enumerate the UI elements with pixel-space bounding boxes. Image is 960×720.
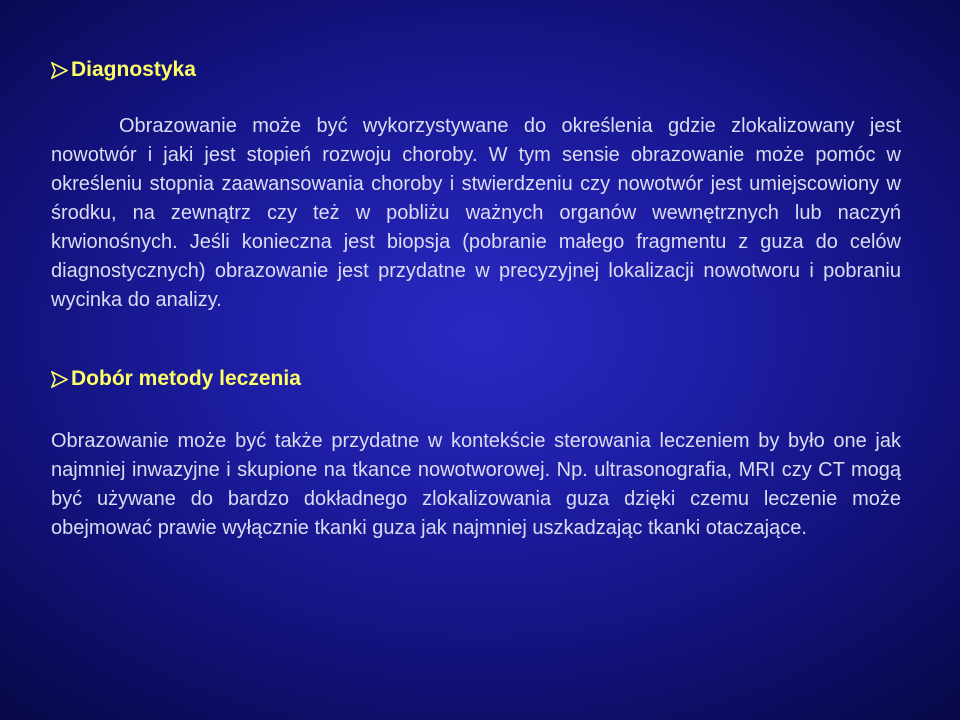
section-heading-label: Dobór metody leczenia xyxy=(71,367,301,390)
dobor-metody-paragraph: Obrazowanie może być także przydatne w kontekście sterowania leczeniem by było one jak najmniej inwazyjne i skupione na tkance nowotworowej. Np. ultrasonografia, MRI czy CT mogą być używane do bardzo dokładnego zlokalizowania guza dzięki czemu leczenie może obejmować prawie wyłącznie tkanki guza jak najmniej uszkadzając tkanki otaczające. xyxy=(51,430,901,539)
slide xyxy=(51,52,901,543)
section-heading-dobor-metody xyxy=(51,361,901,397)
section-heading-label: Diagnostyka xyxy=(71,58,196,81)
diagnostyka-paragraph: Obrazowanie może być wykorzystywane do określenia gdzie zlokalizowany jest nowotwór i jaki jest stopień rozwoju choroby. W tym sensie obrazowanie może pomóc w określeniu stopnia zaawansowania choroby i stwierdzeniu czy nowotwór jest umiejscowiony w środku, na zewnątrz czy też w pobliżu ważnych organów wewnętrznych lub naczyń krwionośnych. Jeśli konieczna jest biopsja (pobranie małego fragmentu z guza do celów diagnostycznych) obrazowanie jest przydatne w precyzyjnej lokalizacji nowotworu i pobraniu wycinka do analizy. xyxy=(51,115,901,311)
arrowhead-bullet-icon xyxy=(51,371,68,388)
section-heading-diagnostyka xyxy=(51,52,901,88)
arrowhead-bullet-icon xyxy=(51,62,68,79)
